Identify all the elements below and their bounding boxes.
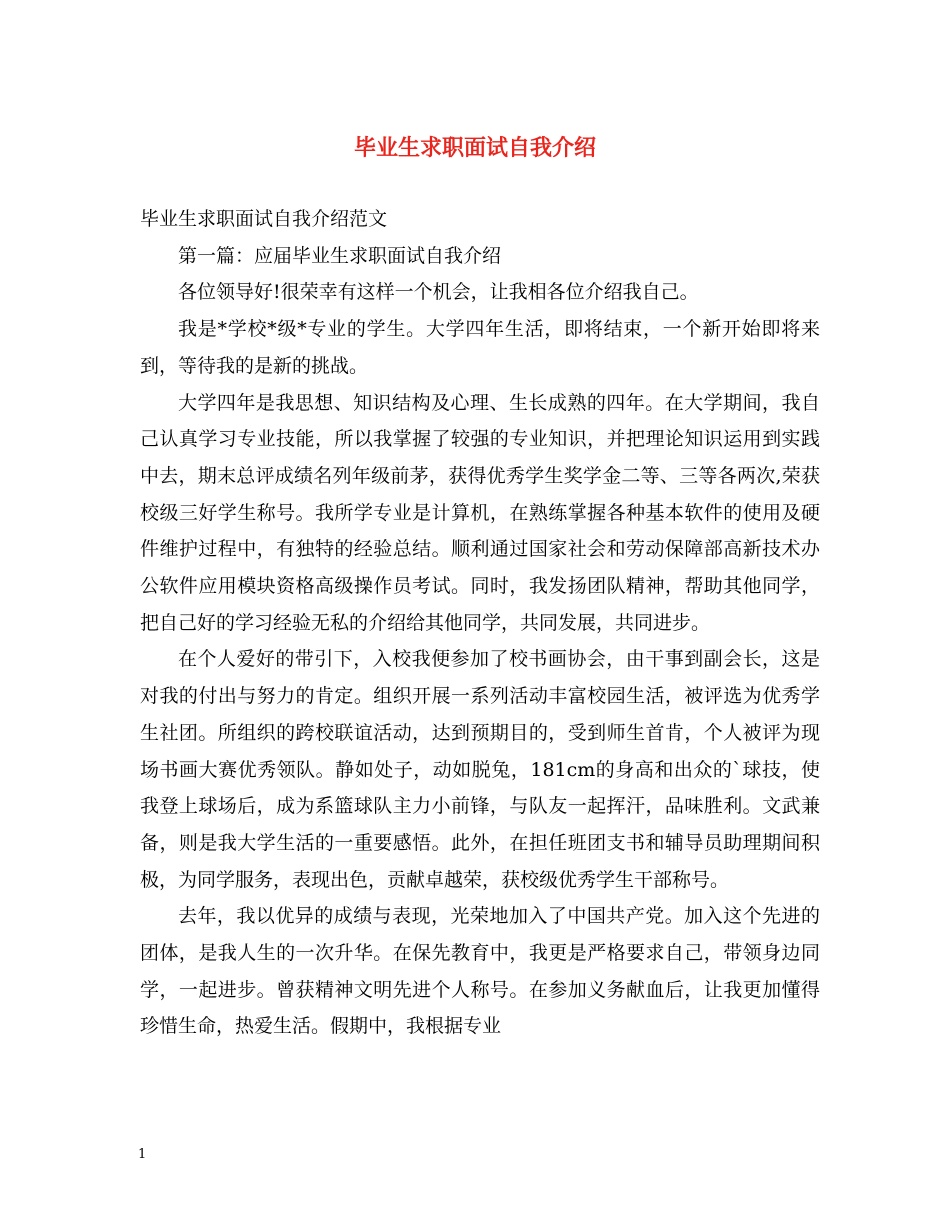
page-number: 1 bbox=[138, 1147, 147, 1162]
body-paragraph: 我是*学校*级*专业的学生。大学四年生活，即将结束，一个新开始即将来到，等待我的是新的挑战。 bbox=[140, 318, 820, 377]
body-paragraph: 大学四年是我思想、知识结构及心理、生长成熟的四年。在大学期间，我自己认真学习专业技能，所以我掌握了较强的专业知识，并把理论知识运用到实践中去，期末总评成绩名列年级前茅，获得优秀学生奖学金二等、三等各两次,荣获校级三好学生称号。我所学专业是计算机，在熟练掌握各种基本软件的使用及硬件维护过程中，有独特的经验总结。顺利通过国家社会和劳动保障部高新技术办公软件应用模块资格高级操作员考试。同时，我发扬团队精神，帮助其他同学，把自己好的学习经验无私的介绍给其他同学，共同发展，共同进步。 bbox=[140, 391, 820, 634]
body-paragraph: 去年，我以优异的成绩与表现，光荣地加入了中国共产党。加入这个先进的团体，是我人生的一次升华。在保先教育中，我更是严格要求自己，带领身边同学，一起进步。曾获精神文明先进个人称号。在参加义务献血后，让我更加懂得珍惜生命，热爱生活。假期中，我根据专业 bbox=[140, 905, 820, 1038]
section-heading: 第一篇：应届毕业生求职面试自我介绍 bbox=[178, 244, 502, 267]
subtitle-paragraph: 毕业生求职面试自我介绍范文 bbox=[140, 208, 388, 230]
document-title: 毕业生求职面试自我介绍 bbox=[353, 135, 596, 161]
body-paragraph: 在个人爱好的带引下，入校我便参加了校书画协会，由干事到副会长，这是对我的付出与努力的肯定。组织开展一系列活动丰富校园生活，被评选为优秀学生社团。所组织的跨校联谊活动，达到预期目的，受到师生首肯，个人被评为现场书画大赛优秀领队。静如处子，动如脱兔，181cm的身高和出众的`球技，使我登上球场后，成为系篮球队主力小前锋，与队友一起挥汗，品味胜利。文武兼备，则是我大学生活的一重要感悟。此外，在担任班团支书和辅导员助理期间积极，为同学服务，表现出色，贡献卓越荣，获校级优秀学生干部称号。 bbox=[140, 648, 820, 891]
document-body bbox=[140, 201, 820, 1045]
body-paragraph: 各位领导好!很荣幸有这样一个机会，让我相各位介绍我自己。 bbox=[178, 281, 699, 304]
